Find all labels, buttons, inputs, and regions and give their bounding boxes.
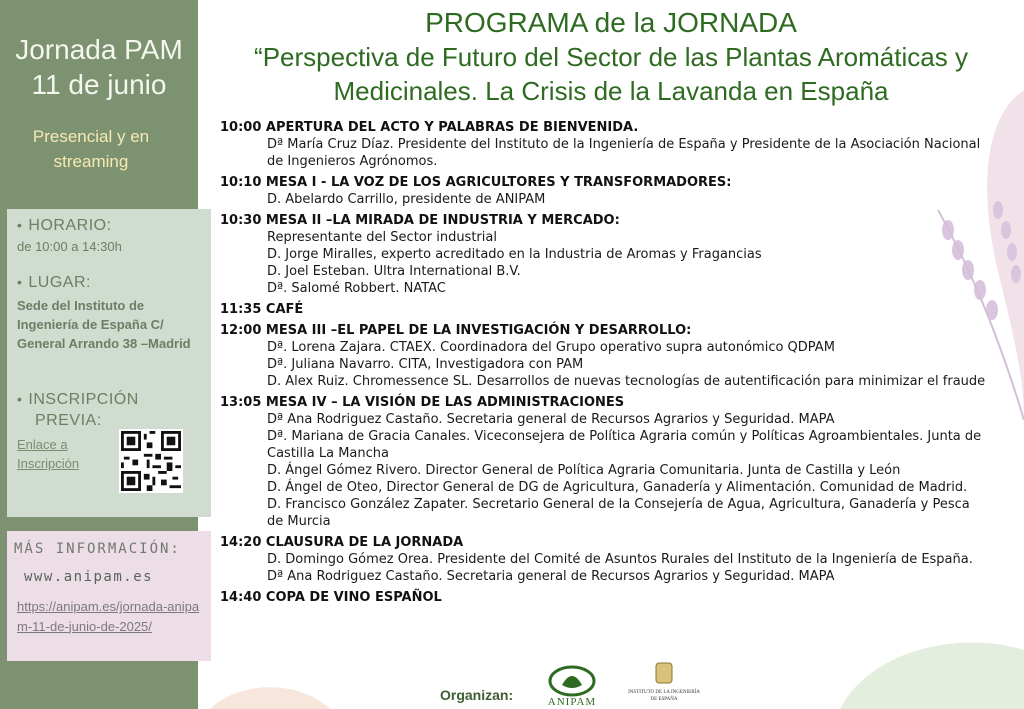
- agenda-item-heading: 10:10 MESA I - LA VOZ DE LOS AGRICULTORES Y TRANSFORMADORES:: [220, 175, 732, 190]
- agenda-item-heading: 14:20 CLAUSURA DE LA JORNADA: [220, 535, 464, 550]
- agenda-speaker: Dª Ana Rodriguez Castaño. Secretaria general de Recursos Agrarios y Seguridad. MAPA: [267, 412, 835, 427]
- agenda-speaker: D. Joel Esteban. Ultra International B.V.: [267, 264, 521, 279]
- event-mode: Presencial y en streaming: [32, 127, 150, 171]
- agenda-item-heading: 11:35 CAFÉ: [220, 302, 304, 317]
- agenda-item: [220, 394, 990, 530]
- info-box: [7, 209, 211, 517]
- agenda-speaker: D. Jorge Miralles, experto acreditado en la Industria de Aromas y Fragancias: [267, 247, 762, 262]
- registration-link-line1[interactable]: Enlace a: [17, 437, 68, 452]
- decorative-blob-green: [820, 630, 1024, 709]
- place-heading: [17, 274, 91, 292]
- registration-link[interactable]: [17, 435, 79, 473]
- registration-link-line2[interactable]: Inscripción: [17, 456, 80, 471]
- bullet-icon: •: [17, 274, 23, 290]
- registration-label: INSCRIPCIÓN: [28, 391, 139, 408]
- agenda-speaker: D. Ángel de Oteo, Director General de DG de Agricultura, Ganadería y Alimentación. Comunidad de Madrid.: [267, 480, 968, 495]
- agenda-item-heading: 10:00 APERTURA DEL ACTO Y PALABRAS DE BIENVENIDA.: [220, 120, 639, 135]
- place-label: LUGAR:: [28, 274, 91, 291]
- agenda-speaker: D. Francisco González Zapater. Secretario General de la Consejería de Agua, Agricultura, Ganadería y Pesca de Murcia: [267, 497, 970, 529]
- registration-heading-2: PREVIA:: [35, 412, 102, 429]
- iie-logo-text-line2: DE ESPAÑA: [650, 697, 678, 702]
- qr-code-icon[interactable]: [119, 429, 183, 493]
- agenda-speaker: Dª María Cruz Díaz. Presidente del Instituto de la Ingeniería de España y Presidente de la Asociación Nacional de Ingenieros Agrónomos.: [267, 137, 981, 169]
- agenda-item-heading: 12:00 MESA III –EL PAPEL DE LA INVESTIGACIÓN Y DESARROLLO:: [220, 323, 692, 338]
- bullet-icon: •: [17, 217, 23, 233]
- agenda-speaker: Dª. Mariana de Gracia Canales. Viceconsejera de Política Agraria común y Políticas Agroambientales. Junta de Castilla La Mancha: [267, 429, 982, 461]
- more-info-box: [7, 531, 211, 661]
- event-date: 11 de junio: [31, 69, 167, 100]
- agenda-item: [220, 534, 990, 585]
- decorative-blob-peach: [210, 680, 330, 709]
- agenda-item: [220, 301, 990, 318]
- agenda-item-heading: 14:40 COPA DE VINO ESPAÑOL: [220, 590, 442, 605]
- schedule-heading: [17, 217, 112, 235]
- agenda-speaker: Representante del Sector industrial: [267, 230, 497, 245]
- program-title: PROGRAMA de la JORNADA: [425, 7, 797, 38]
- agenda-speaker: D. Domingo Gómez Orea. Presidente del Comité de Asuntos Rurales del Instituto de la Ingeniería de España.: [267, 552, 973, 567]
- iie-logo-icon: [620, 659, 710, 707]
- agenda-speaker: D. Alex Ruiz. Chromessence SL. Desarrollos de nuevas tecnologías de autentificación para minimizar el fraude: [267, 374, 986, 389]
- anipam-logo-text: ANIPAM: [547, 696, 597, 707]
- agenda: [220, 119, 990, 610]
- agenda-speaker: Dª. Juliana Navarro. CITA, Investigadora con PAM: [267, 357, 584, 372]
- schedule-label: HORARIO:: [28, 217, 112, 234]
- agenda-speaker: D. Ángel Gómez Rivero. Director General de Política Agraria Comunitaria. Junta de Castilla y León: [267, 463, 901, 478]
- anipam-logo-icon: [540, 665, 604, 707]
- agenda-item-heading: 13:05 MESA IV – LA VISIÓN DE LAS ADMINISTRACIONES: [220, 395, 625, 410]
- agenda-item: [220, 589, 990, 606]
- program-subtitle-line2: Medicinales. La Crisis de la Lavanda en España: [333, 76, 889, 106]
- agenda-item: [220, 174, 990, 208]
- schedule-value: de 10:00 a 14:30h: [17, 239, 122, 254]
- bullet-icon: •: [17, 391, 23, 407]
- program-header: [205, 6, 1017, 108]
- agenda-item: [220, 119, 990, 170]
- agenda-speaker: Dª. Salomé Robbert. NATAC: [267, 281, 446, 296]
- event-title-line1: Jornada PAM: [15, 34, 183, 65]
- agenda-speaker: Dª. Lorena Zajara. CTAEX. Coordinadora del Grupo operativo supra autonómico QDPAM: [267, 340, 835, 355]
- iie-logo-text-line1: INSTITUTO DE LA INGENIERÍA: [628, 690, 700, 695]
- event-title: [0, 32, 198, 102]
- more-info-title: MÁS INFORMACIÓN:: [14, 541, 181, 557]
- organizers: [440, 665, 740, 705]
- agenda-speaker: Dª Ana Rodriguez Castaño. Secretaria general de Recursos Agrarios y Seguridad. MAPA: [267, 569, 835, 584]
- registration-heading: [17, 391, 139, 409]
- website-text: www.anipam.es: [24, 569, 154, 585]
- agenda-item-heading: 10:30 MESA II –LA MIRADA DE INDUSTRIA Y MERCADO:: [220, 213, 620, 228]
- agenda-item: [220, 212, 990, 297]
- more-info-link[interactable]: https://anipam.es/jornada-anipam-11-de-junio-de-2025/: [17, 599, 200, 634]
- program-subtitle-line1: “Perspectiva de Futuro del Sector de las Plantas Aromáticas y: [254, 42, 968, 72]
- agenda-item: [220, 322, 990, 390]
- agenda-speaker: D. Abelardo Carrillo, presidente de ANIPAM: [267, 192, 546, 207]
- organizers-label: Organizan:: [440, 687, 514, 703]
- place-value: Sede del Instituto de Ingeniería de España C/ General Arrando 38 –Madrid: [17, 298, 191, 351]
